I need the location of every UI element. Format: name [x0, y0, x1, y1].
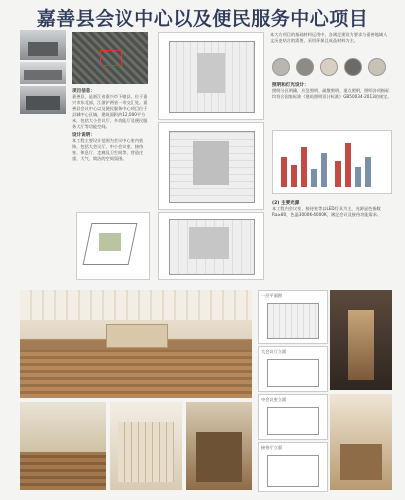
building-photo-1 [20, 30, 66, 60]
floor-plan-2 [158, 122, 264, 210]
detail-label-a: 一层平面图 [261, 293, 282, 298]
intro-heading: 项目信息： [72, 89, 95, 94]
detail-label-c: 中会议室立面 [261, 397, 287, 402]
detail-drawing-d [258, 442, 328, 492]
acoustic-block [272, 200, 392, 218]
lighting-block [272, 82, 392, 100]
acoustic-text: 本工程内会议室、接待室等以LED灯具为主，光源显色指数Ra≥80，色温3000K-4000K，满足会议及接待功能需求。 [272, 206, 382, 217]
detail-drawing-c [258, 394, 328, 440]
meeting-room-render [20, 402, 106, 490]
building-photo-3 [20, 86, 66, 114]
reception-render [330, 394, 392, 490]
material-swatches [272, 58, 392, 76]
intro-block [72, 88, 150, 162]
floor-plan-3 [158, 212, 264, 280]
floor-plan-1 [158, 32, 264, 120]
design-heading: 设计说明： [72, 133, 95, 138]
aerial-site-map [72, 32, 148, 84]
detail-drawing-a [258, 290, 328, 344]
page-title: 嘉善县会议中心以及便民服务中心项目 [36, 8, 369, 30]
swatch-1 [272, 58, 290, 76]
right-text-block [270, 32, 390, 44]
detail-label-b: 大会议厅立面 [261, 349, 287, 354]
lighting-text: 照明分区明确，应急照明、疏散照明、重点照明，照明各项指标均符合国家标准《建筑照明设计标准》GB50034-2013的规定。 [272, 88, 392, 99]
design-text: 本工程主要设计范围为会议中心室内装饰，包括大会议厅、中小会议室、接待室、休息厅、走廊及卫生间等，营造庄重、大气、简洁的空间氛围。 [72, 138, 144, 161]
detail-label-d: 接待厅立面 [261, 445, 282, 450]
intro-text: 嘉善县，是浙江省嘉兴市下辖县，位于嘉兴市东北部，江浙沪两省一市交汇处。嘉善县会议中心以及便民服务中心项目位于县城中心区域，建筑面积约12,000平方米，包括大小会议厅、多功能厅及便民服务大厅等功能空间。 [72, 94, 148, 129]
material-note: 本大方项目的基础材料运用中，各满足建设方要求与嘉善地域人文历史结合的需要，采用环保且成品材料为主。 [270, 32, 388, 43]
lighting-chart [272, 130, 392, 194]
swatch-3 [320, 58, 338, 76]
swatch-2 [296, 58, 314, 76]
swatch-4 [344, 58, 362, 76]
hall-render [110, 402, 182, 490]
swatch-5 [368, 58, 386, 76]
lighting-heading: 照明和灯光设计： [272, 83, 309, 88]
acoustic-heading: (2) 主要光源 [272, 201, 300, 206]
site-plan-drawing [76, 212, 150, 280]
auditorium-render [20, 290, 252, 398]
lobby-render [186, 402, 252, 490]
corridor-render [330, 290, 392, 390]
building-photo-2 [20, 62, 66, 84]
detail-drawing-b [258, 346, 328, 392]
